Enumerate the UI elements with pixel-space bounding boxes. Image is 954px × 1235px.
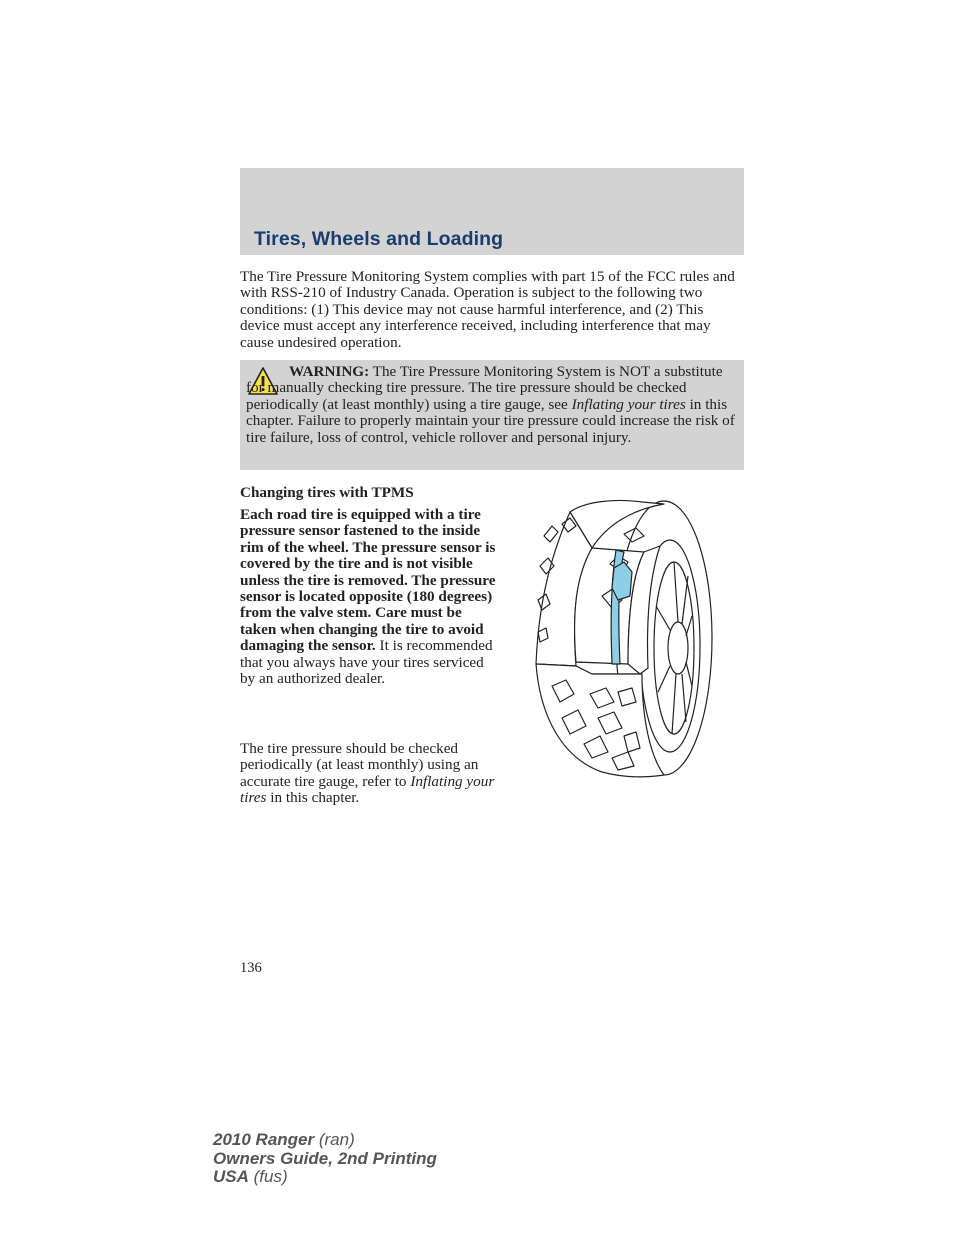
- pressure-check-text-2: in this chapter.: [266, 789, 360, 807]
- footer-market: USA: [213, 1167, 249, 1186]
- page-number: 136: [240, 960, 262, 976]
- warning-box: [240, 360, 744, 470]
- warning-text-part-2: in this chapter. Failure to properly maintain your tire pressure could increase the risk of tire failure, loss of control, vehicle rollover and personal injury.: [246, 395, 735, 446]
- footer-model: 2010 Ranger: [213, 1130, 315, 1149]
- pressure-sensor: [612, 562, 632, 600]
- pressure-check-paragraph: [240, 741, 498, 807]
- subsection-heading: Changing tires with TPMS: [240, 484, 414, 501]
- pressure-check-text-1: The tire pressure should be checked periodically (at least monthly) using an accurate tire gauge, refer to: [240, 740, 479, 790]
- tpms-paragraph: [240, 507, 498, 687]
- footer-model-code: (ran): [314, 1130, 355, 1149]
- footer-line-2: Owners Guide, 2nd Printing: [213, 1148, 437, 1168]
- intro-paragraph: The Tire Pressure Monitoring System complies with part 15 of the FCC rules and with RSS-210 of Industry Canada. Operation is subject to the following two conditions: (1) This device may not cause harmful interference, and (2) This device must accept any interference received, including interference that may cause undesired operation.: [240, 268, 735, 351]
- pressure-check-reference-link: Inflating your tires: [240, 772, 495, 807]
- tpms-bold-text: Each road tire is equipped with a tire pressure sensor fastened to the inside rim of the wheel. The pressure sensor is covered by the tire and is not visible unless the tire is removed. The pressure sensor is located opposite (180 degrees) from the valve stem. Care must be taken when changing the tire to avoid damaging the sensor.: [240, 506, 496, 655]
- section-title: Tires, Wheels and Loading: [254, 228, 504, 250]
- warning-text-part-1: The Tire Pressure Monitoring System is NOT a substitute for manually checking tire pressure. The tire pressure should be checked periodically (at least monthly) using a tire gauge, see: [246, 363, 723, 413]
- footer-market-code: (fus): [248, 1167, 288, 1186]
- warning-text: [246, 364, 740, 446]
- warning-reference-link: Inflating your tires: [571, 395, 686, 413]
- tpms-rest-text: It is recommended that you always have your tires serviced by an authorized dealer.: [240, 637, 493, 688]
- document-footer: [213, 1131, 437, 1187]
- section-header-band: [240, 168, 744, 255]
- warning-label: WARNING:: [289, 363, 370, 380]
- footer-line-1: [213, 1131, 437, 1150]
- tire-cutaway-illustration: [532, 496, 716, 778]
- footer-line-3: [213, 1168, 437, 1187]
